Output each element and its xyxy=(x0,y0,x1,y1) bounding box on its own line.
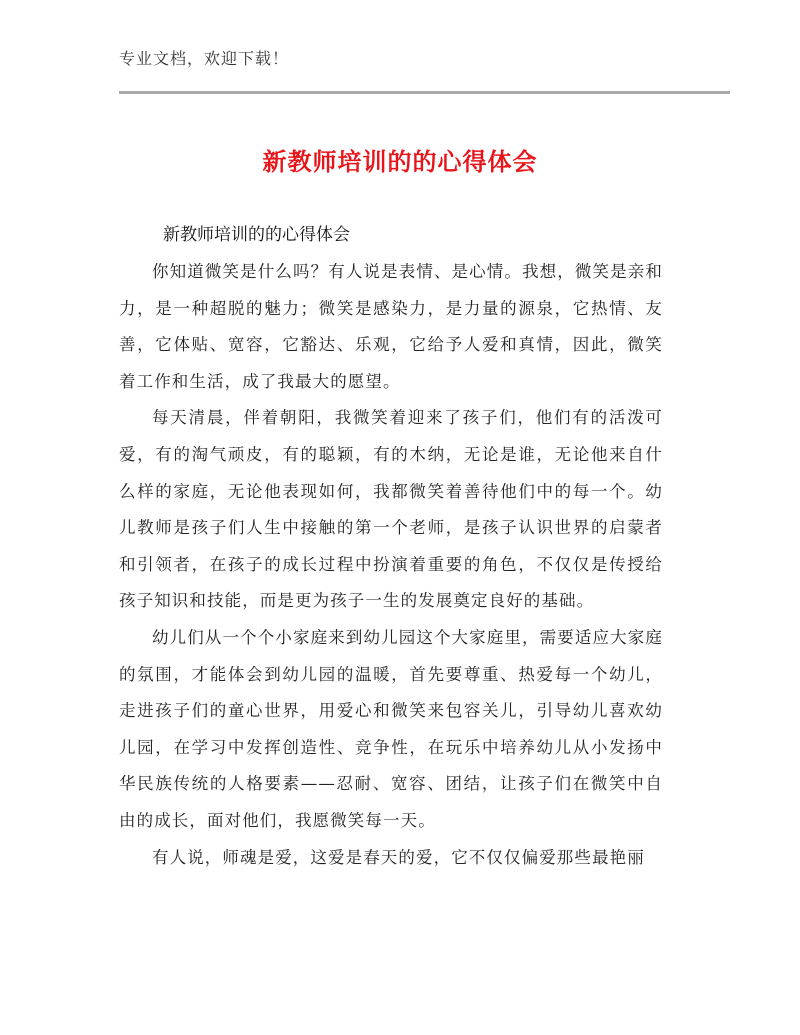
document-subtitle: 新教师培训的的心得体会 xyxy=(163,225,350,245)
header-divider xyxy=(119,91,730,94)
paragraph-2: 每天清晨，伴着朝阳，我微笑着迎来了孩子们，他们有的活泼可爱，有的淘气顽皮，有的聪颖，有的木纳，无论是谁，无论他来自什么样的家庭，无论他表现如何，我都微笑着善待他们中的每一个。幼儿教师是孩子们人生中接触的第一个老师，是孩子认识世界的启蒙者和引领者，在孩子的成长过程中扮演着重要的角色，不仅仅是传授给孩子知识和技能，而是更为孩子一生的发展奠定良好的基础。 xyxy=(119,408,663,611)
paragraph-3: 幼儿们从一个个小家庭来到幼儿园这个大家庭里，需要适应大家庭的氛围，才能体会到幼儿园的温暖，首先要尊重、热爱每一个幼儿，走进孩子们的童心世界，用爱心和微笑来包容关儿，引导幼儿喜欢幼儿园，在学习中发挥创造性、竞争性，在玩乐中培养幼儿从小发扬中华民族传统的人格要素——忍耐、宽容、团结，让孩子们在微笑中自由的成长，面对他们，我愿微笑每一天。 xyxy=(119,627,663,830)
document-title: 新教师培训的的心得体会 xyxy=(262,148,538,176)
header-note: 专业文档，欢迎下载！ xyxy=(119,49,290,68)
paragraph-4: 有人说，师魂是爱，这爱是春天的爱，它不仅仅偏爱那些最艳丽 xyxy=(152,847,645,867)
document-body xyxy=(119,254,663,876)
paragraph-1: 你知道微笑是什么吗？有人说是表情、是心情。我想，微笑是亲和力，是一种超脱的魅力；微笑是感染力，是力量的源泉，它热情、友善，它体贴、宽容，它豁达、乐观，它给予人爱和真情，因此，微笑着工作和生活，成了我最大的愿望。 xyxy=(119,262,663,391)
